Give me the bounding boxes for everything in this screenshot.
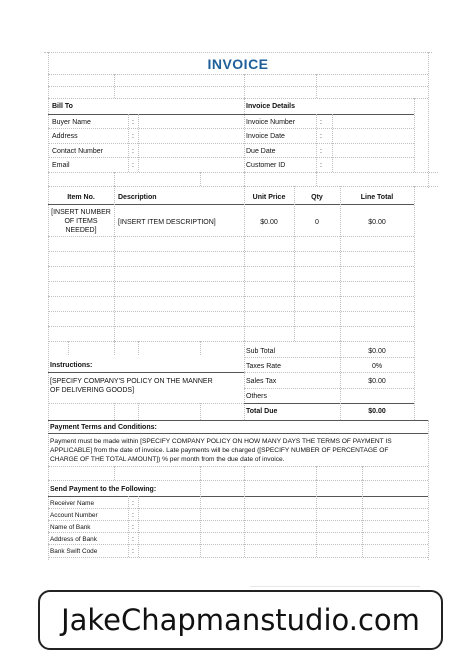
- sub-total-value: $0.00: [368, 348, 386, 355]
- table-row: [48, 296, 414, 297]
- unit-price-cell: $0.00: [260, 219, 278, 226]
- grid-line: [114, 172, 115, 186]
- section-rule: [48, 496, 428, 497]
- watermark-text: JakeChapmanstudio.com: [61, 603, 420, 637]
- separator: :: [320, 148, 322, 155]
- grid-line: [316, 480, 317, 557]
- name-of-bank-label: Name of Bank: [50, 524, 91, 531]
- grid-line: [244, 480, 245, 557]
- grid-line: [138, 496, 139, 557]
- col-unit-price: Unit Price: [252, 194, 286, 201]
- table-row: [48, 281, 414, 282]
- grid-line: [48, 74, 428, 75]
- grid-line: [316, 172, 317, 186]
- payment-terms-heading: Payment Terms and Conditions:: [50, 424, 157, 431]
- grid-line: [200, 403, 201, 420]
- grid-line: [114, 186, 115, 341]
- address-label: Address: [52, 133, 78, 140]
- item-no-cell: [INSERT NUMBER OF ITEMS NEEDED]: [51, 209, 111, 234]
- total-due-value: $0.00: [368, 408, 386, 415]
- address-of-bank-label: Address of Bank: [50, 536, 97, 543]
- separator: :: [132, 536, 134, 543]
- invoice-title: INVOICE: [207, 56, 269, 72]
- col-item-no: Item No.: [67, 194, 95, 201]
- separator: :: [320, 162, 322, 169]
- grid-line: [316, 466, 317, 480]
- grid-line: [316, 114, 317, 172]
- col-description: Description: [118, 194, 157, 201]
- grid-line: [200, 172, 201, 186]
- col-qty: Qty: [311, 194, 323, 201]
- section-rule: [48, 420, 428, 421]
- separator: :: [132, 119, 134, 126]
- grid-line: [362, 466, 363, 480]
- table-row: [48, 266, 414, 267]
- bank-swift-code-label: Bank Swift Code: [50, 548, 98, 555]
- taxes-rate-label: Taxes Rate: [246, 363, 282, 370]
- grid-line: [114, 341, 115, 355]
- grid-line: [114, 466, 115, 480]
- grid-line: [48, 86, 428, 87]
- grid-line: [414, 98, 415, 172]
- grid-line: [414, 186, 415, 420]
- grid-line: [128, 114, 129, 172]
- grid-line: [48, 98, 428, 99]
- grid-line: [244, 186, 245, 341]
- grid-line: [428, 52, 429, 188]
- buyer-name-label: Buyer Name: [52, 119, 91, 126]
- total-due-label: Total Due: [246, 408, 278, 415]
- grid-line: [48, 186, 438, 187]
- grid-line: [244, 341, 245, 420]
- table-row: [48, 326, 414, 327]
- grid-line: [48, 128, 414, 129]
- invoice-date-label: Invoice Date: [246, 133, 285, 140]
- grid-line: [48, 172, 438, 173]
- grid-line: [200, 480, 201, 557]
- grid-line: [244, 466, 245, 480]
- grid-line: [340, 186, 341, 341]
- grid-line: [48, 508, 428, 509]
- col-line-total: Line Total: [360, 194, 394, 201]
- grid-line: [68, 341, 69, 355]
- grid-line: [48, 520, 428, 521]
- separator: :: [132, 548, 134, 555]
- email-label: Email: [52, 162, 70, 169]
- invoice-number-label: Invoice Number: [246, 119, 296, 126]
- table-row: [48, 341, 414, 342]
- line-total-cell: $0.00: [368, 219, 386, 226]
- section-rule: [48, 433, 428, 434]
- grid-line: [362, 480, 363, 557]
- others-label: Others: [246, 393, 268, 400]
- separator: :: [320, 119, 322, 126]
- grid-line: [244, 74, 245, 98]
- separator: :: [132, 133, 134, 140]
- section-rule: [48, 372, 244, 373]
- watermark-banner: [38, 590, 443, 650]
- grid-line: [48, 480, 428, 481]
- grid-line: [48, 557, 428, 558]
- grid-line: [200, 466, 201, 480]
- sales-tax-value: $0.00: [368, 378, 386, 385]
- grid-line: [138, 114, 139, 172]
- grid-line: [244, 388, 414, 389]
- grid-line: [138, 403, 139, 420]
- invoice-details-heading: Invoice Details: [246, 103, 296, 110]
- grid-line: [332, 114, 333, 172]
- sub-total-label: Sub Total: [246, 348, 276, 355]
- separator: :: [132, 512, 134, 519]
- grid-line: [48, 466, 428, 467]
- grid-line: [138, 341, 139, 355]
- qty-cell: 0: [315, 219, 319, 226]
- table-row: [48, 251, 414, 252]
- separator: :: [132, 148, 134, 155]
- grid-line: [48, 544, 428, 545]
- instructions-heading: Instructions:: [50, 362, 93, 369]
- grid-line: [340, 341, 341, 420]
- due-date-label: Due Date: [246, 148, 276, 155]
- instructions-text: [SPECIFY COMPANY'S POLICY ON THE MANNER OF DELIVERING GOODS]: [50, 378, 213, 394]
- separator: :: [132, 524, 134, 531]
- grid-line: [128, 496, 129, 557]
- payment-terms-text: Payment must be made within [SPECIFY COMPANY POLICY ON HOW MANY DAYS THE TERMS OF PAYMENT IS APPLICABLE] from the date of invoice. Late payments will be charged ([SPECIFY NUMBER OF PERCENTAGE OF CHARGE OF THE TOTAL AMOUNT]) % per month from the due date of invoice.: [50, 438, 392, 463]
- divider: [250, 586, 420, 587]
- grid-line: [428, 420, 429, 560]
- description-cell: [INSERT ITEM DESCRIPTION]: [118, 219, 216, 226]
- table-row: [48, 236, 414, 237]
- grid-line: [200, 341, 201, 355]
- receiver-name-label: Receiver Name: [50, 500, 95, 507]
- grid-line: [48, 157, 414, 158]
- contact-number-label: Contact Number: [52, 148, 103, 155]
- section-rule: [48, 114, 414, 115]
- sales-tax-label: Sales Tax: [246, 378, 277, 385]
- taxes-rate-value: 0%: [371, 363, 383, 370]
- account-number-label: Account Number: [50, 512, 98, 519]
- customer-id-label: Customer ID: [246, 162, 286, 169]
- separator: :: [320, 133, 322, 140]
- grid-line: [244, 172, 245, 186]
- send-payment-heading: Send Payment to the Following:: [50, 486, 157, 493]
- grid-line: [114, 74, 115, 98]
- grid-line: [114, 403, 115, 420]
- separator: :: [132, 500, 134, 507]
- grid-line: [48, 143, 414, 144]
- grid-line: [244, 98, 245, 172]
- bill-to-heading: Bill To: [52, 103, 73, 110]
- grid-line: [316, 74, 317, 98]
- grid-line: [44, 52, 432, 53]
- grid-line: [294, 186, 295, 341]
- grid-line: [48, 403, 244, 404]
- grid-line: [48, 532, 428, 533]
- grid-line: [244, 372, 414, 373]
- grid-line: [244, 357, 414, 358]
- table-row: [48, 311, 414, 312]
- header-rule: [48, 204, 414, 205]
- separator: :: [132, 162, 134, 169]
- total-rule: [244, 403, 414, 404]
